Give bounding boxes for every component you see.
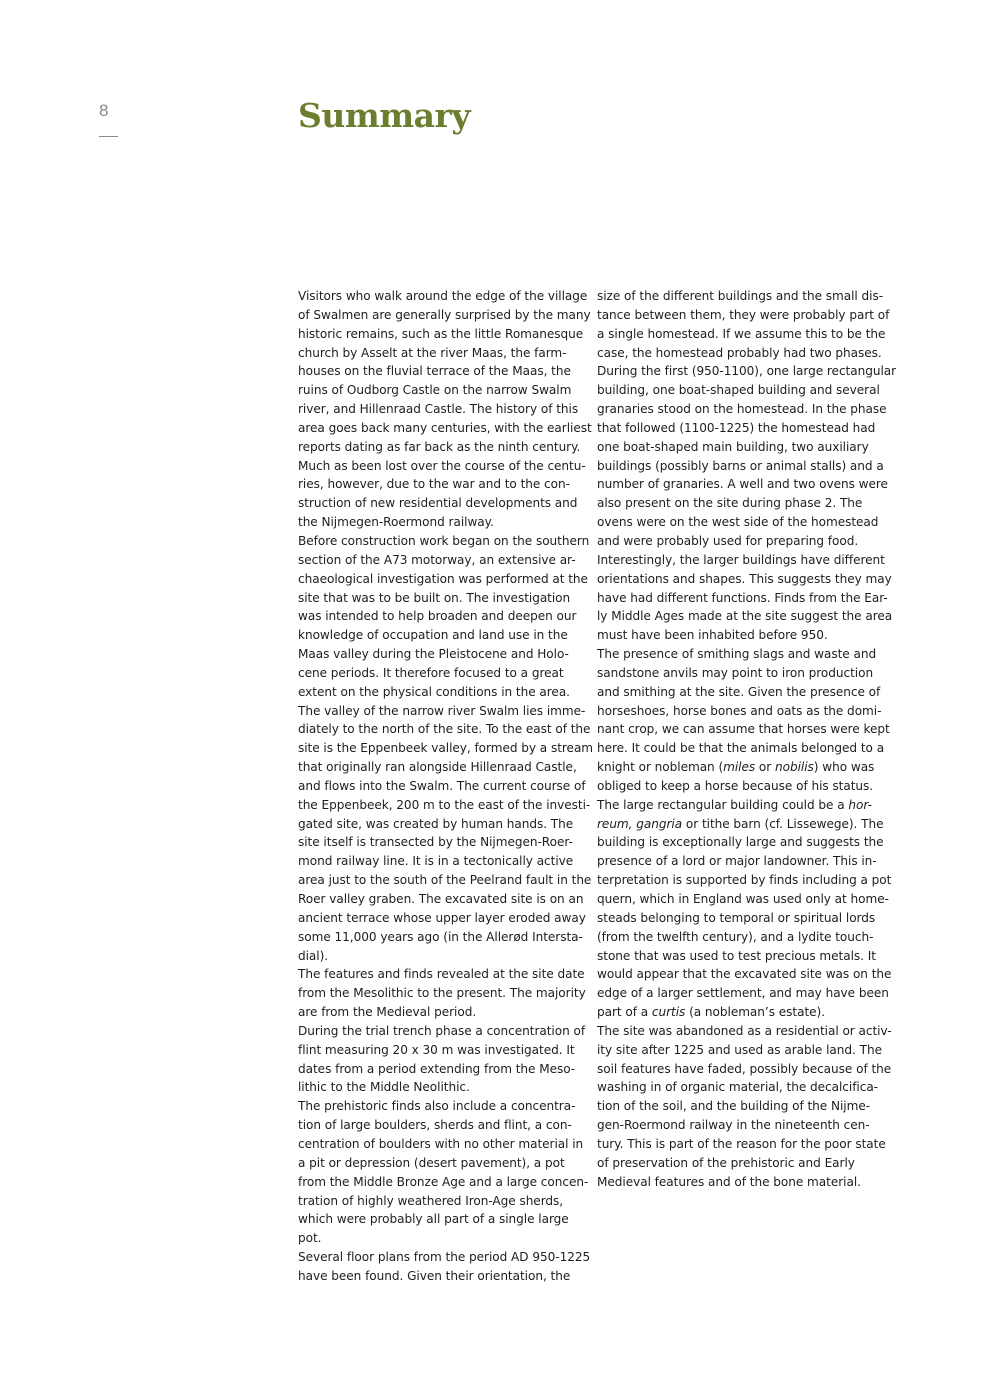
text-line: During the first (950-1100), one large rectangular	[597, 364, 897, 379]
text-line: of Swalmen are generally surprised by the many	[298, 307, 591, 322]
text-line: the Nijmegen-Roermond railway.	[298, 515, 494, 530]
text-line: also present on the site during phase 2. The	[597, 496, 863, 511]
text-line: one boat-shaped main building, two auxiliary	[597, 439, 869, 454]
text-line: have had different functions. Finds from the Ear-	[597, 590, 888, 605]
text-line: Roer valley graben. The excavated site is on an	[298, 892, 584, 906]
text-line: site is the Eppenbeek valley, formed by a stream	[298, 741, 594, 756]
text-line: washing in of organic material, the decalcifica-	[597, 1080, 878, 1095]
text-line: part of a curtis (a nobleman’s estate).	[597, 1005, 825, 1020]
text-line: quern, which in England was used only at home-	[597, 892, 889, 906]
paragraph	[298, 702, 594, 966]
text-line: centration of boulders with no other material in	[298, 1136, 584, 1151]
text-line: section of the A73 motorway, an extensive ar-	[298, 552, 576, 567]
text-line: nant crop, we can assume that horses were kept	[597, 722, 890, 737]
text-column-right	[597, 287, 897, 1192]
text-line: flint measuring 20 x 30 m was investigated. It	[298, 1042, 575, 1057]
text-line: building is exceptionally large and suggests the	[597, 835, 884, 850]
text-line: Visitors who walk around the edge of the village	[298, 289, 588, 303]
text-line: Before construction work began on the southern	[298, 533, 590, 548]
text-line: church by Asselt at the river Maas, the farm-	[298, 345, 567, 360]
text-line: number of granaries. A well and two ovens were	[597, 477, 888, 492]
text-line: diately to the north of the site. To the east of the	[298, 722, 591, 737]
text-line: (from the twelfth century), and a lydite touch-	[597, 929, 874, 944]
paragraph	[298, 1097, 589, 1248]
text-line: site that was to be built on. The investigation	[298, 590, 571, 605]
text-line: the Eppenbeek, 200 m to the east of the investi-	[298, 797, 591, 812]
text-line: The site was abandoned as a residential or activ-	[597, 1023, 892, 1038]
text-line: stone that was used to test precious metals. It	[597, 948, 876, 963]
text-line: ly Middle Ages made at the site suggest the area	[597, 609, 893, 624]
text-line: and flows into the Swalm. The current course of	[298, 778, 586, 793]
paragraph	[298, 965, 586, 1022]
text-line: site itself is transected by the Nijmegen-Roer-	[298, 835, 573, 850]
text-line: Maas valley during the Pleistocene and Holo-	[298, 647, 569, 662]
paragraph	[597, 1022, 892, 1192]
text-line: a pit or depression (desert pavement), a pot	[298, 1155, 565, 1170]
text-line: and were probably used for preparing food.	[597, 533, 859, 548]
paragraph	[298, 1248, 591, 1286]
text-line: The prehistoric finds also include a concentra-	[298, 1099, 576, 1114]
text-line: houses on the fluvial terrace of the Maas, the	[298, 364, 571, 379]
text-line: Medieval features and of the bone material.	[597, 1174, 861, 1189]
text-line: buildings (possibly barns or animal stalls) and a	[597, 458, 884, 473]
text-line: must have been inhabited before 950.	[597, 628, 828, 643]
text-line: pot.	[298, 1231, 322, 1246]
text-line: granaries stood on the homestead. In the phase	[597, 402, 887, 417]
text-line: lithic to the Middle Neolithic.	[298, 1080, 470, 1095]
text-line: river, and Hillenraad Castle. The history of this	[298, 402, 579, 417]
text-line: ancient terrace whose upper layer eroded away	[298, 910, 586, 925]
text-line: Much as been lost over the course of the centu-	[298, 458, 586, 473]
text-line: struction of new residential developments and	[298, 496, 578, 511]
text-line: ries, however, due to the war and to the con-	[298, 477, 570, 492]
text-line: that originally ran alongside Hillenraad Castle,	[298, 760, 577, 775]
text-line: and smithing at the site. Given the presence of	[597, 684, 881, 699]
paragraph	[597, 645, 892, 1022]
text-line: some 11,000 years ago (in the Allerød Intersta-	[298, 929, 583, 944]
text-line: The valley of the narrow river Swalm lies imme-	[298, 703, 586, 718]
text-line: dial).	[298, 948, 329, 963]
text-line: size of the different buildings and the small dis-	[597, 289, 884, 303]
text-line: gated site, was created by human hands. The	[298, 816, 574, 831]
page-number-rule	[99, 136, 118, 137]
text-line: terpretation is supported by finds including a pot	[597, 873, 892, 888]
text-line: which were probably all part of a single large	[298, 1212, 569, 1227]
text-line: presence of a lord or major landowner. This in-	[597, 854, 877, 869]
text-line: from the Mesolithic to the present. The majority	[298, 986, 586, 1001]
text-line: edge of a larger settlement, and may have been	[597, 986, 889, 1001]
text-line: reports dating as far back as the ninth century.	[298, 439, 581, 454]
text-line: tration of highly weathered Iron-Age sherds,	[298, 1193, 564, 1208]
paragraph	[597, 287, 897, 645]
text-line: gen-Roermond railway in the nineteenth cen-	[597, 1118, 870, 1133]
text-line: reum, gangria or tithe barn (cf. Lissewege). The	[597, 816, 884, 831]
text-line: that followed (1100-1225) the homestead had	[597, 420, 876, 435]
text-line: orientations and shapes. This suggests they may	[597, 571, 892, 586]
text-line: During the trial trench phase a concentration of	[298, 1023, 586, 1038]
text-line: horseshoes, horse bones and oats as the domi-	[597, 703, 882, 718]
text-line: have been found. Given their orientation, the	[298, 1268, 571, 1283]
text-line: was intended to help broaden and deepen our	[298, 609, 577, 624]
text-line: soil features have faded, possibly because of the	[597, 1061, 892, 1076]
text-line: knight or nobleman (miles or nobilis) who was	[597, 760, 875, 775]
text-line: historic remains, such as the little Romanesque	[298, 326, 584, 341]
text-line: mond railway line. It is in a tectonically active	[298, 854, 574, 869]
text-column-left	[298, 287, 594, 1286]
text-line: obliged to keep a horse because of his status.	[597, 778, 874, 793]
text-line: cene periods. It therefore focused to a great	[298, 665, 564, 680]
text-line: knowledge of occupation and land use in the	[298, 628, 568, 643]
text-line: tion of large boulders, sherds and flint, a con-	[298, 1118, 572, 1133]
text-line: from the Middle Bronze Age and a large concen-	[298, 1174, 589, 1189]
text-line: Several floor plans from the period AD 950-1225	[298, 1250, 591, 1265]
text-line: tion of the soil, and the building of the Nijme-	[597, 1099, 871, 1114]
text-line: tury. This is part of the reason for the poor state	[597, 1136, 886, 1151]
text-line: building, one boat-shaped building and several	[597, 383, 880, 398]
paragraph	[298, 287, 592, 532]
text-line: area goes back many centuries, with the earliest	[298, 420, 592, 435]
text-line: ruins of Oudborg Castle on the narrow Swalm	[298, 383, 572, 398]
text-line: The large rectangular building could be a hor-	[597, 797, 872, 812]
text-line: chaeological investigation was performed at the	[298, 571, 588, 586]
text-line: Interestingly, the larger buildings have different	[597, 552, 885, 567]
page-number: 8	[99, 101, 109, 120]
text-line: case, the homestead probably had two phases.	[597, 345, 882, 360]
text-line: extent on the physical conditions in the area.	[298, 684, 570, 699]
text-line: area just to the south of the Peelrand fault in the	[298, 873, 592, 888]
text-line: dates from a period extending from the Meso-	[298, 1061, 576, 1076]
text-line: tance between them, they were probably part of	[597, 307, 890, 322]
paragraph	[298, 1022, 586, 1097]
text-line: a single homestead. If we assume this to be the	[597, 326, 886, 341]
text-line: of preservation of the prehistoric and Early	[597, 1155, 855, 1170]
text-line: steads belonging to temporal or spiritual lords	[597, 910, 876, 925]
text-line: ovens were on the west side of the homestead	[597, 515, 879, 530]
text-line: The presence of smithing slags and waste and	[597, 647, 877, 662]
paragraph	[298, 532, 590, 702]
text-line: are from the Medieval period.	[298, 1005, 477, 1020]
text-line: ity site after 1225 and used as arable land. The	[597, 1042, 882, 1057]
text-line: sandstone anvils may point to iron production	[597, 665, 874, 680]
text-line: would appear that the excavated site was on the	[597, 967, 892, 982]
page-title: Summary	[298, 96, 471, 135]
text-line: The features and finds revealed at the site date	[298, 967, 585, 982]
text-line: here. It could be that the animals belonged to a	[597, 741, 885, 756]
